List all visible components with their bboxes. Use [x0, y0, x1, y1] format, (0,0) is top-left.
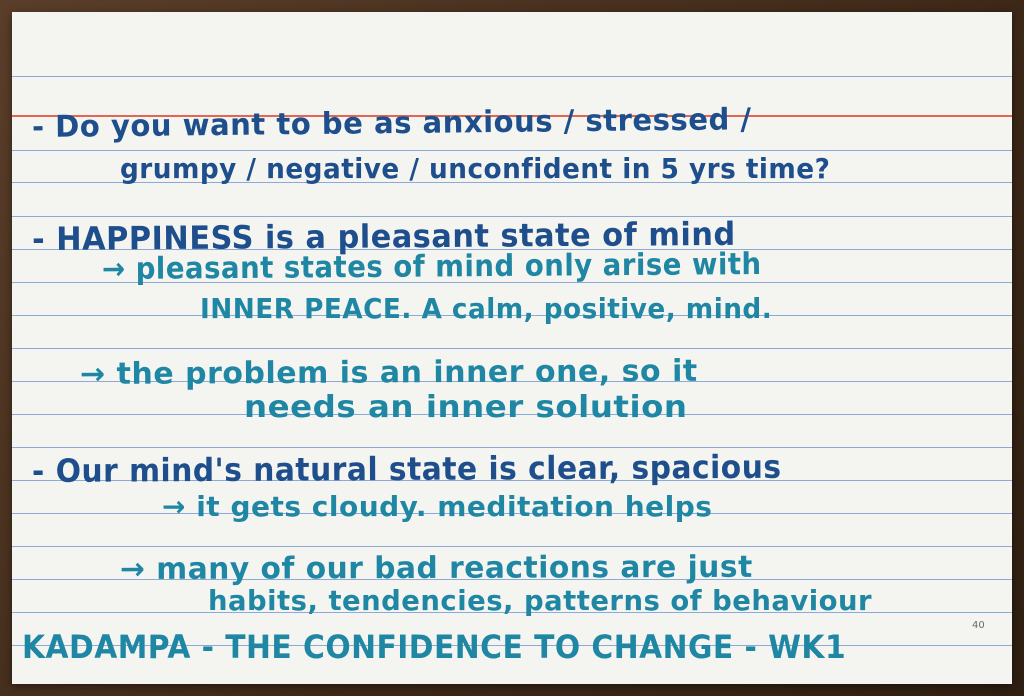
handwritten-line: - Our mind's natural state is clear, spacious	[31, 447, 782, 490]
handwritten-line: → it gets cloudy. meditation helps	[162, 490, 713, 523]
handwritten-line: KADAMPA - THE CONFIDENCE TO CHANGE - WK1	[22, 628, 847, 666]
handwritten-line: habits, tendencies, patterns of behaviour	[208, 584, 873, 617]
handwritten-line: → the problem is an inner one, so it	[79, 353, 698, 392]
handwritten-line: - Do you want to be as anxious / stressed /	[31, 102, 752, 145]
card-rule	[12, 447, 1012, 448]
card-corner-number: 40	[972, 620, 985, 631]
card-rule	[12, 150, 1012, 151]
card-rule	[12, 348, 1012, 349]
handwritten-line: → pleasant states of mind only arise with	[101, 246, 762, 287]
card-rule	[12, 546, 1012, 547]
handwritten-line: grumpy / negative / unconfident in 5 yrs time?	[120, 152, 831, 185]
handwritten-line: INNER PEACE. A calm, positive, mind.	[200, 292, 773, 325]
index-card	[12, 12, 1012, 684]
handwritten-line: → many of our bad reactions are just	[119, 549, 753, 587]
handwritten-line: - HAPPINESS is a pleasant state of mind	[31, 214, 736, 258]
handwritten-line: needs an inner solution	[244, 390, 688, 425]
card-rule	[12, 76, 1012, 77]
